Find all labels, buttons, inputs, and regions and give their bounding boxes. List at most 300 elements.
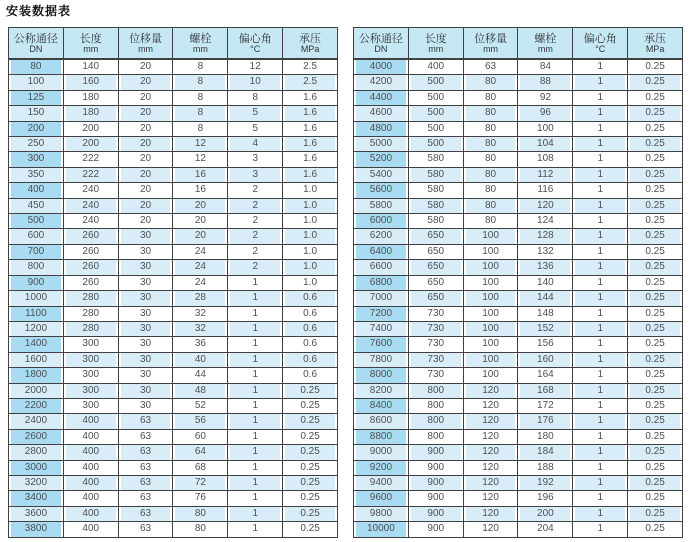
value-cell: 240 [63, 198, 118, 213]
table-row [354, 398, 683, 413]
value-cell: 63 [463, 59, 518, 75]
dn-cell: 1000 [9, 291, 64, 306]
value-cell: 28 [173, 291, 228, 306]
column-header [173, 28, 228, 60]
value-cell: 280 [63, 306, 118, 321]
value-cell: 1 [573, 460, 628, 475]
value-cell: 56 [173, 414, 228, 429]
value-cell: 40 [173, 352, 228, 367]
table-row [9, 260, 338, 275]
value-cell: 63 [118, 522, 173, 537]
value-cell: 20 [118, 183, 173, 198]
value-cell: 0.25 [628, 368, 683, 383]
value-cell: 650 [408, 291, 463, 306]
value-cell: 580 [408, 183, 463, 198]
value-cell: 132 [518, 244, 573, 259]
value-cell: 1 [573, 167, 628, 182]
value-cell: 100 [463, 291, 518, 306]
column-name: 位移量 [129, 33, 163, 45]
table-row [9, 414, 338, 429]
value-cell: 30 [118, 306, 173, 321]
value-cell: 80 [463, 75, 518, 90]
value-cell: 1 [228, 460, 283, 475]
value-cell: 80 [463, 214, 518, 229]
value-cell: 400 [63, 475, 118, 490]
value-cell: 52 [173, 398, 228, 413]
value-cell: 730 [408, 306, 463, 321]
value-cell: 20 [118, 59, 173, 75]
dn-cell: 7400 [354, 321, 409, 336]
dn-cell: 6000 [354, 214, 409, 229]
value-cell: 1.0 [283, 244, 338, 259]
dn-cell: 5000 [354, 137, 409, 152]
value-cell: 124 [518, 214, 573, 229]
value-cell: 0.25 [628, 275, 683, 290]
value-cell: 0.25 [283, 398, 338, 413]
value-cell: 30 [118, 244, 173, 259]
value-cell: 0.25 [628, 291, 683, 306]
value-cell: 260 [63, 244, 118, 259]
value-cell: 120 [463, 429, 518, 444]
value-cell: 1.6 [283, 106, 338, 121]
value-cell: 2.5 [283, 59, 338, 75]
value-cell: 650 [408, 244, 463, 259]
table-body [354, 59, 683, 537]
value-cell: 120 [463, 383, 518, 398]
table-row [354, 306, 683, 321]
table-row [9, 491, 338, 506]
value-cell: 120 [463, 460, 518, 475]
value-cell: 64 [173, 445, 228, 460]
column-unit: mm [83, 44, 99, 54]
table-row [354, 59, 683, 75]
dn-cell: 10000 [354, 522, 409, 537]
value-cell: 80 [463, 152, 518, 167]
value-cell: 0.25 [283, 506, 338, 521]
table-row [9, 306, 338, 321]
value-cell: 0.25 [283, 460, 338, 475]
value-cell: 240 [63, 183, 118, 198]
value-cell: 24 [173, 275, 228, 290]
value-cell: 400 [63, 414, 118, 429]
value-cell: 0.25 [283, 414, 338, 429]
column-name: 螺栓 [189, 33, 212, 45]
value-cell: 20 [173, 214, 228, 229]
value-cell: 100 [463, 275, 518, 290]
value-cell: 280 [63, 321, 118, 336]
dn-cell: 350 [9, 167, 64, 182]
column-name: 长度 [424, 33, 447, 45]
value-cell: 580 [408, 152, 463, 167]
value-cell: 80 [463, 121, 518, 136]
table-header [9, 28, 338, 60]
value-cell: 0.25 [628, 214, 683, 229]
value-cell: 500 [408, 90, 463, 105]
value-cell: 2 [228, 214, 283, 229]
dn-cell: 2400 [9, 414, 64, 429]
dn-cell: 5400 [354, 167, 409, 182]
table-row [354, 291, 683, 306]
value-cell: 160 [63, 75, 118, 90]
value-cell: 1 [228, 491, 283, 506]
value-cell: 900 [408, 522, 463, 537]
column-unit: mm [537, 44, 553, 54]
value-cell: 100 [463, 352, 518, 367]
value-cell: 0.25 [628, 398, 683, 413]
value-cell: 5 [228, 106, 283, 121]
table-row [354, 368, 683, 383]
dn-cell: 3200 [9, 475, 64, 490]
value-cell: 1 [573, 352, 628, 367]
value-cell: 1 [573, 59, 628, 75]
dn-cell: 3600 [9, 506, 64, 521]
table-row [9, 167, 338, 182]
value-cell: 84 [518, 59, 573, 75]
value-cell: 20 [118, 198, 173, 213]
value-cell: 1 [573, 321, 628, 336]
value-cell: 1 [573, 337, 628, 352]
dn-cell: 7800 [354, 352, 409, 367]
dn-cell: 4000 [354, 59, 409, 75]
value-cell: 188 [518, 460, 573, 475]
value-cell: 20 [118, 90, 173, 105]
dn-cell: 4200 [354, 75, 409, 90]
value-cell: 222 [63, 167, 118, 182]
header-row [9, 28, 338, 60]
value-cell: 80 [173, 522, 228, 537]
column-header [9, 28, 64, 60]
value-cell: 48 [173, 383, 228, 398]
dn-cell: 300 [9, 152, 64, 167]
column-unit: °C [595, 44, 606, 54]
dn-cell: 7000 [354, 291, 409, 306]
value-cell: 0.25 [628, 244, 683, 259]
column-name: 位移量 [474, 33, 508, 45]
value-cell: 1 [573, 198, 628, 213]
value-cell: 164 [518, 368, 573, 383]
value-cell: 5 [228, 121, 283, 136]
value-cell: 0.25 [628, 75, 683, 90]
value-cell: 0.25 [628, 90, 683, 105]
value-cell: 0.25 [628, 414, 683, 429]
dn-cell: 9200 [354, 460, 409, 475]
value-cell: 400 [63, 491, 118, 506]
value-cell: 120 [518, 198, 573, 213]
table-row [9, 275, 338, 290]
value-cell: 0.6 [283, 352, 338, 367]
table-row [9, 368, 338, 383]
value-cell: 580 [408, 167, 463, 182]
dn-cell: 500 [9, 214, 64, 229]
value-cell: 580 [408, 214, 463, 229]
value-cell: 92 [518, 90, 573, 105]
value-cell: 0.25 [628, 198, 683, 213]
dn-cell: 6200 [354, 229, 409, 244]
value-cell: 0.25 [283, 429, 338, 444]
dn-cell: 400 [9, 183, 64, 198]
value-cell: 1 [573, 306, 628, 321]
value-cell: 800 [408, 414, 463, 429]
value-cell: 200 [63, 137, 118, 152]
value-cell: 0.25 [283, 522, 338, 537]
install-data-table-left [8, 27, 338, 538]
value-cell: 730 [408, 352, 463, 367]
value-cell: 0.25 [628, 352, 683, 367]
value-cell: 8 [173, 59, 228, 75]
value-cell: 68 [173, 460, 228, 475]
header-row [354, 28, 683, 60]
value-cell: 0.6 [283, 368, 338, 383]
value-cell: 20 [118, 214, 173, 229]
value-cell: 0.25 [283, 383, 338, 398]
value-cell: 222 [63, 152, 118, 167]
value-cell: 108 [518, 152, 573, 167]
table-row [9, 106, 338, 121]
value-cell: 900 [408, 506, 463, 521]
value-cell: 0.6 [283, 337, 338, 352]
dn-cell: 800 [9, 260, 64, 275]
value-cell: 1.0 [283, 183, 338, 198]
table-row [354, 445, 683, 460]
dn-cell: 8800 [354, 429, 409, 444]
value-cell: 20 [118, 137, 173, 152]
dn-cell: 7600 [354, 337, 409, 352]
tables-container [8, 27, 683, 538]
value-cell: 260 [63, 260, 118, 275]
table-row [354, 90, 683, 105]
value-cell: 500 [408, 75, 463, 90]
value-cell: 16 [173, 183, 228, 198]
value-cell: 136 [518, 260, 573, 275]
value-cell: 300 [63, 352, 118, 367]
value-cell: 144 [518, 291, 573, 306]
value-cell: 300 [63, 368, 118, 383]
value-cell: 200 [518, 506, 573, 521]
column-unit: mm [428, 44, 444, 54]
value-cell: 1 [573, 291, 628, 306]
value-cell: 30 [118, 291, 173, 306]
value-cell: 104 [518, 137, 573, 152]
value-cell: 4 [228, 137, 283, 152]
table-row [354, 414, 683, 429]
column-unit: mm [138, 44, 154, 54]
dn-cell: 5200 [354, 152, 409, 167]
table-row [9, 352, 338, 367]
dn-cell: 200 [9, 121, 64, 136]
column-header [118, 28, 173, 60]
value-cell: 20 [118, 152, 173, 167]
value-cell: 0.25 [628, 229, 683, 244]
value-cell: 1 [573, 506, 628, 521]
value-cell: 1 [228, 368, 283, 383]
dn-cell: 3800 [9, 522, 64, 537]
table-row [9, 429, 338, 444]
value-cell: 30 [118, 275, 173, 290]
value-cell: 650 [408, 275, 463, 290]
dn-cell: 600 [9, 229, 64, 244]
value-cell: 300 [63, 337, 118, 352]
value-cell: 800 [408, 429, 463, 444]
column-unit: °C [250, 44, 261, 54]
column-name: 偏心角 [238, 33, 272, 45]
value-cell: 300 [63, 383, 118, 398]
value-cell: 3 [228, 167, 283, 182]
dn-cell: 1400 [9, 337, 64, 352]
value-cell: 168 [518, 383, 573, 398]
value-cell: 80 [463, 106, 518, 121]
table-row [354, 506, 683, 521]
column-header [354, 28, 409, 60]
value-cell: 10 [228, 75, 283, 90]
value-cell: 240 [63, 214, 118, 229]
value-cell: 1 [573, 90, 628, 105]
dn-cell: 700 [9, 244, 64, 259]
value-cell: 1 [228, 321, 283, 336]
dn-cell: 150 [9, 106, 64, 121]
value-cell: 30 [118, 337, 173, 352]
table-row [9, 198, 338, 213]
value-cell: 8 [173, 75, 228, 90]
value-cell: 1 [573, 275, 628, 290]
column-unit: mm [483, 44, 499, 54]
column-name: 公称通径 [358, 33, 403, 45]
value-cell: 1 [573, 75, 628, 90]
value-cell: 200 [63, 121, 118, 136]
value-cell: 16 [173, 167, 228, 182]
value-cell: 1 [573, 491, 628, 506]
table-row [354, 214, 683, 229]
value-cell: 1 [573, 414, 628, 429]
value-cell: 80 [463, 90, 518, 105]
value-cell: 730 [408, 321, 463, 336]
value-cell: 20 [118, 121, 173, 136]
value-cell: 63 [118, 491, 173, 506]
value-cell: 160 [518, 352, 573, 367]
value-cell: 1 [228, 475, 283, 490]
value-cell: 128 [518, 229, 573, 244]
value-cell: 120 [463, 491, 518, 506]
value-cell: 1 [573, 152, 628, 167]
value-cell: 2 [228, 198, 283, 213]
column-name: 螺栓 [534, 33, 557, 45]
dn-cell: 3000 [9, 460, 64, 475]
column-header [628, 28, 683, 60]
value-cell: 0.25 [628, 260, 683, 275]
value-cell: 0.25 [283, 475, 338, 490]
table-row [9, 337, 338, 352]
value-cell: 0.25 [628, 383, 683, 398]
dn-cell: 6400 [354, 244, 409, 259]
table-row [354, 183, 683, 198]
value-cell: 0.25 [628, 506, 683, 521]
value-cell: 8 [173, 121, 228, 136]
value-cell: 0.25 [628, 137, 683, 152]
value-cell: 2.5 [283, 75, 338, 90]
value-cell: 0.25 [628, 59, 683, 75]
value-cell: 1.0 [283, 275, 338, 290]
dn-cell: 100 [9, 75, 64, 90]
value-cell: 100 [463, 260, 518, 275]
column-unit: DN [374, 44, 388, 54]
table-row [354, 352, 683, 367]
dn-cell: 8400 [354, 398, 409, 413]
value-cell: 12 [173, 137, 228, 152]
table-row [9, 183, 338, 198]
value-cell: 1 [228, 337, 283, 352]
table-row [9, 475, 338, 490]
value-cell: 0.25 [628, 306, 683, 321]
value-cell: 30 [118, 229, 173, 244]
value-cell: 1.6 [283, 121, 338, 136]
value-cell: 1 [228, 429, 283, 444]
value-cell: 20 [118, 167, 173, 182]
value-cell: 100 [463, 306, 518, 321]
value-cell: 260 [63, 275, 118, 290]
value-cell: 63 [118, 506, 173, 521]
value-cell: 1.6 [283, 152, 338, 167]
value-cell: 120 [463, 445, 518, 460]
value-cell: 180 [518, 429, 573, 444]
dn-cell: 4400 [354, 90, 409, 105]
dn-cell: 7200 [354, 306, 409, 321]
value-cell: 63 [118, 460, 173, 475]
value-cell: 80 [173, 506, 228, 521]
table-row [9, 137, 338, 152]
table-row [354, 321, 683, 336]
value-cell: 400 [63, 506, 118, 521]
value-cell: 2 [228, 260, 283, 275]
dn-cell: 9400 [354, 475, 409, 490]
value-cell: 80 [463, 198, 518, 213]
value-cell: 30 [118, 383, 173, 398]
value-cell: 76 [173, 491, 228, 506]
value-cell: 500 [408, 121, 463, 136]
value-cell: 730 [408, 368, 463, 383]
table-row [354, 383, 683, 398]
value-cell: 152 [518, 321, 573, 336]
value-cell: 20 [118, 106, 173, 121]
value-cell: 32 [173, 321, 228, 336]
value-cell: 20 [118, 75, 173, 90]
value-cell: 20 [173, 229, 228, 244]
value-cell: 1 [573, 106, 628, 121]
table-row [9, 522, 338, 537]
dn-cell: 2600 [9, 429, 64, 444]
table-row [9, 244, 338, 259]
dn-cell: 8200 [354, 383, 409, 398]
table-row [9, 291, 338, 306]
value-cell: 1.6 [283, 167, 338, 182]
dn-cell: 1200 [9, 321, 64, 336]
table-row [9, 383, 338, 398]
table-row [9, 214, 338, 229]
value-cell: 0.25 [628, 522, 683, 537]
value-cell: 500 [408, 137, 463, 152]
column-name: 偏心角 [583, 33, 617, 45]
value-cell: 172 [518, 398, 573, 413]
value-cell: 800 [408, 383, 463, 398]
value-cell: 900 [408, 445, 463, 460]
dn-cell: 4600 [354, 106, 409, 121]
value-cell: 1 [228, 383, 283, 398]
value-cell: 0.25 [628, 337, 683, 352]
value-cell: 96 [518, 106, 573, 121]
value-cell: 0.25 [628, 152, 683, 167]
dn-cell: 5600 [354, 183, 409, 198]
value-cell: 580 [408, 198, 463, 213]
table-header [354, 28, 683, 60]
value-cell: 0.25 [628, 183, 683, 198]
